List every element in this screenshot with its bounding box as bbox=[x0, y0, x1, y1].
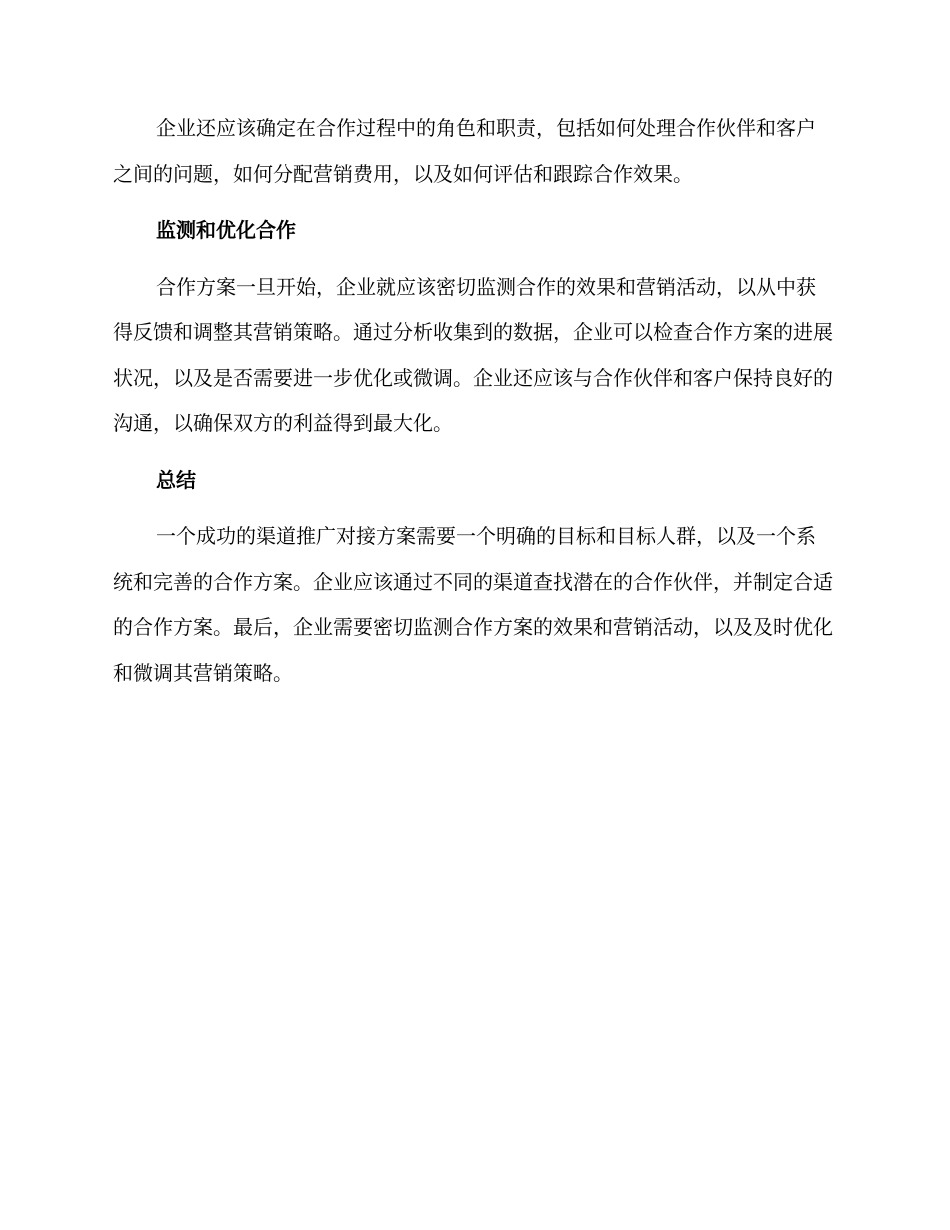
paragraph-roles-responsibilities: 企业还应该确定在合作过程中的角色和职责，包括如何处理合作伙伴和客户之间的问题，如何分配营销费用，以及如何评估和跟踪合作效果。 bbox=[113, 116, 816, 186]
paragraph-monitor-optimize: 合作方案一旦开始，企业就应该密切监测合作的效果和营销活动，以从中获得反馈和调整其营销策略。通过分析收集到的数据，企业可以检查合作方案的进展状况，以及是否需要进一步优化或微调。企业还应该与合作伙伴和客户保持良好的沟通，以确保双方的利益得到最大化。 bbox=[113, 274, 833, 435]
heading-monitor-optimize: 监测和优化合作 bbox=[156, 218, 296, 242]
document-page bbox=[113, 106, 833, 696]
paragraph-summary: 一个成功的渠道推广对接方案需要一个明确的目标和目标人群，以及一个系统和完善的合作方案。企业应该通过不同的渠道查找潜在的合作伙伴，并制定合适的合作方案。最后，企业需要密切监测合作方案的效果和营销活动，以及及时优化和微调其营销策略。 bbox=[113, 524, 833, 685]
heading-summary: 总结 bbox=[156, 467, 196, 492]
